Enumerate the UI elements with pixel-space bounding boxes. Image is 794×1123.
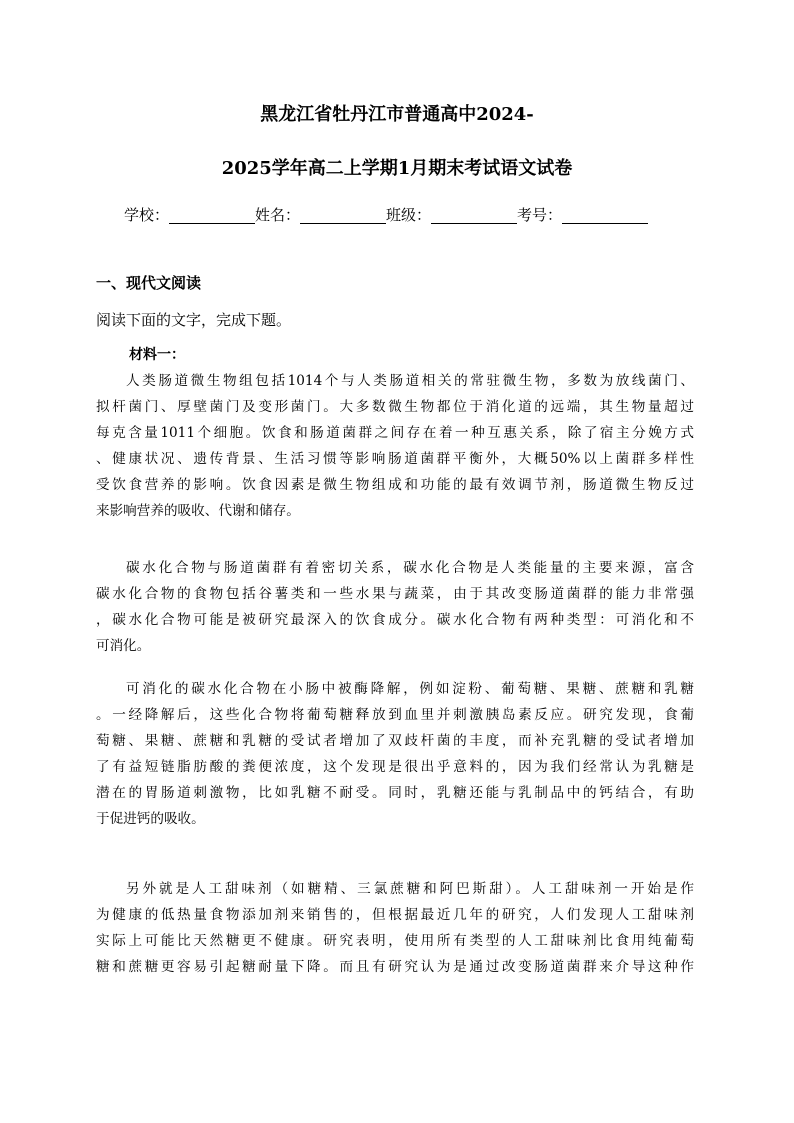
paragraph-line: 来影响营养的吸收、代谢和储存。 (96, 503, 300, 519)
paragraph-line: 可消化的碳水化合物在小肠中被酶降解，例如淀粉、葡萄糖、果糖、蔗糖和乳糖 (126, 681, 694, 697)
paragraph-line: 每克含量1011个细胞。饮食和肠道菌群之间存在着一种互惠关系，除了宿主分娩方式 (96, 425, 694, 441)
paragraph-4 (96, 876, 694, 980)
paragraph-line: 碳水化合物与肠道菌群有着密切关系，碳水化合物是人类能量的主要来源，富含 (126, 560, 694, 576)
name-blank (300, 207, 386, 224)
paragraph-line: 受饮食营养的影响。饮食因素是微生物组成和功能的最有效调节剂，肠道微生物反过 (96, 477, 694, 493)
school-blank (169, 207, 255, 224)
student-info-row (124, 203, 648, 227)
paragraph-line: 于促进钙的吸收。 (96, 811, 205, 827)
section-heading: 一、现代文阅读 (96, 274, 202, 292)
paragraph-line: 另外就是人工甜味剂（如糖精、三氯蔗糖和阿巴斯甜）。人工甜味剂一开始是作 (126, 881, 694, 897)
exam-title-line-2: 2025学年高二上学期1月期末考试语文试卷 (221, 158, 573, 179)
class-label: 班级： (386, 206, 432, 224)
paragraph-line: 潜在的胃肠道刺激物，比如乳糖不耐受。同时，乳糖还能与乳制品中的钙结合，有助 (96, 785, 694, 801)
reading-instruction: 阅读下面的文字，完成下题。 (96, 311, 292, 329)
paragraph-line: 。一经降解后，这些化合物将葡萄糖释放到血里并刺激胰岛素反应。研究发现，食葡 (96, 707, 694, 723)
class-blank (431, 207, 517, 224)
paragraph-line: 可消化。 (96, 638, 151, 654)
paragraph-line: 为健康的低热量食物添加剂来销售的，但根据最近几年的研究，人们发现人工甜味剂 (96, 907, 694, 923)
paragraph-line: 人类肠道微生物组包括1014个与人类肠道相关的常驻微生物，多数为放线菌门、 (126, 373, 694, 389)
exam-title-line-1: 黑龙江省牡丹江市普通高中2024- (260, 104, 534, 125)
paragraph-1 (96, 368, 694, 524)
paragraph-3 (96, 676, 694, 832)
paragraph-line: 了有益短链脂肪酸的粪便浓度，这个发现是很出乎意料的，因为我们经常认为乳糖是 (96, 759, 694, 775)
paragraph-line: 碳水化合物的食物包括谷薯类和一些水果与蔬菜，由于其改变肠道菌群的能力非常强 (96, 586, 694, 602)
paragraph-2 (96, 555, 694, 659)
paragraph-line: ，碳水化合物可能是被研究最深入的饮食成分。碳水化合物有两种类型：可消化和不 (96, 612, 694, 628)
material-label: 材料一： (129, 347, 185, 363)
number-blank (562, 207, 648, 224)
paragraph-line: 拟杆菌门、厚壁菌门及变形菌门。大多数微生物都位于消化道的远端，其生物量超过 (96, 399, 694, 415)
paragraph-line: 实际上可能比天然糖更不健康。研究表明，使用所有类型的人工甜味剂比食用纯葡萄 (96, 933, 694, 949)
paragraph-line: 萄糖、果糖、蔗糖和乳糖的受试者增加了双歧杆菌的丰度，而补充乳糖的受试者增加 (96, 733, 694, 749)
school-label: 学校： (124, 206, 170, 224)
paragraph-line: 、健康状况、遗传背景、生活习惯等影响肠道菌群平衡外，大概50%以上菌群多样性 (96, 451, 694, 467)
name-label: 姓名： (255, 206, 301, 224)
paragraph-line: 糖和蔗糖更容易引起糖耐量下降。而且有研究认为是通过改变肠道菌群来介导这种作 (96, 959, 694, 975)
number-label: 考号： (517, 206, 563, 224)
